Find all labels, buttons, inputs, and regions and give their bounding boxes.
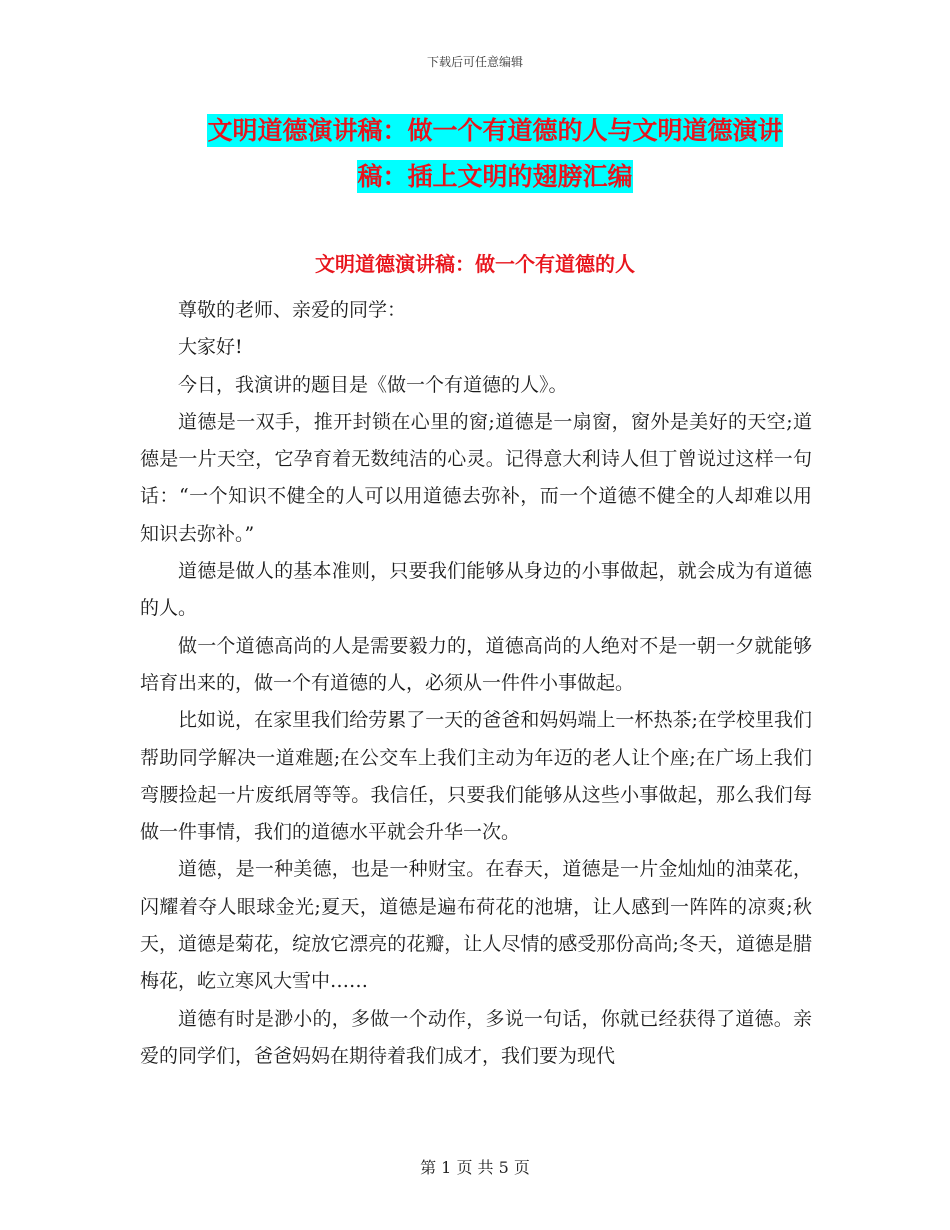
- document-body: [140, 292, 812, 1075]
- page-number: 第 1 页 共 5 页: [420, 1158, 530, 1177]
- header-note: 下载后可任意编辑: [426, 55, 523, 69]
- paragraph: 今日，我演讲的题目是《做一个有道德的人》。: [178, 373, 568, 396]
- document-title: [150, 108, 840, 200]
- title-line-1: 文明道德演讲稿：做一个有道德的人与文明道德演讲: [207, 116, 783, 145]
- paragraph: 道德有时是渺小的，多做一个动作，多说一句话，你就已经获得了道德。亲爱的同学们，爸爸妈妈在期待着我们成才，我们要为现代: [140, 1007, 812, 1067]
- paragraph: 道德是一双手，推开封锁在心里的窗;道德是一扇窗，窗外是美好的天空;道德是一片天空，它孕育着无数纯洁的心灵。记得意大利诗人但丁曾说过这样一句话：“一个知识不健全的人可以用道德去弥补，而一个道德不健全的人却难以用知识去弥补。”: [140, 410, 812, 545]
- paragraph: 道德是做人的基本准则，只要我们能够从身边的小事做起，就会成为有道德的人。: [140, 560, 812, 620]
- title-line-2: 稿：插上文明的翅膀汇编: [357, 162, 633, 191]
- section-title: 文明道德演讲稿：做一个有道德的人: [315, 252, 635, 276]
- paragraph: 道德，是一种美德，也是一种财宝。在春天，道德是一片金灿灿的油菜花，闪耀着夺人眼球金光;夏天，道德是遍布荷花的池塘，让人感到一阵阵的凉爽;秋天，道德是菊花，绽放它漂亮的花瓣，让人尽情的感受那份高尚;冬天，道德是腊梅花，屹立寒风大雪中……: [140, 858, 812, 993]
- paragraph: 尊敬的老师、亲爱的同学：: [178, 299, 407, 321]
- paragraph: 比如说，在家里我们给劳累了一天的爸爸和妈妈端上一杯热茶;在学校里我们帮助同学解决一道难题;在公交车上我们主动为年迈的老人让个座;在广场上我们弯腰捡起一片废纸屑等等。我信任，只要我们能够从这些小事做起，那么我们每做一件事情，我们的道德水平就会升华一次。: [140, 709, 812, 844]
- paragraph: 大家好!: [178, 336, 243, 359]
- paragraph: 做一个道德高尚的人是需要毅力的，道德高尚的人绝对不是一朝一夕就能够培育出来的，做一个有道德的人，必须从一件件小事做起。: [140, 634, 812, 694]
